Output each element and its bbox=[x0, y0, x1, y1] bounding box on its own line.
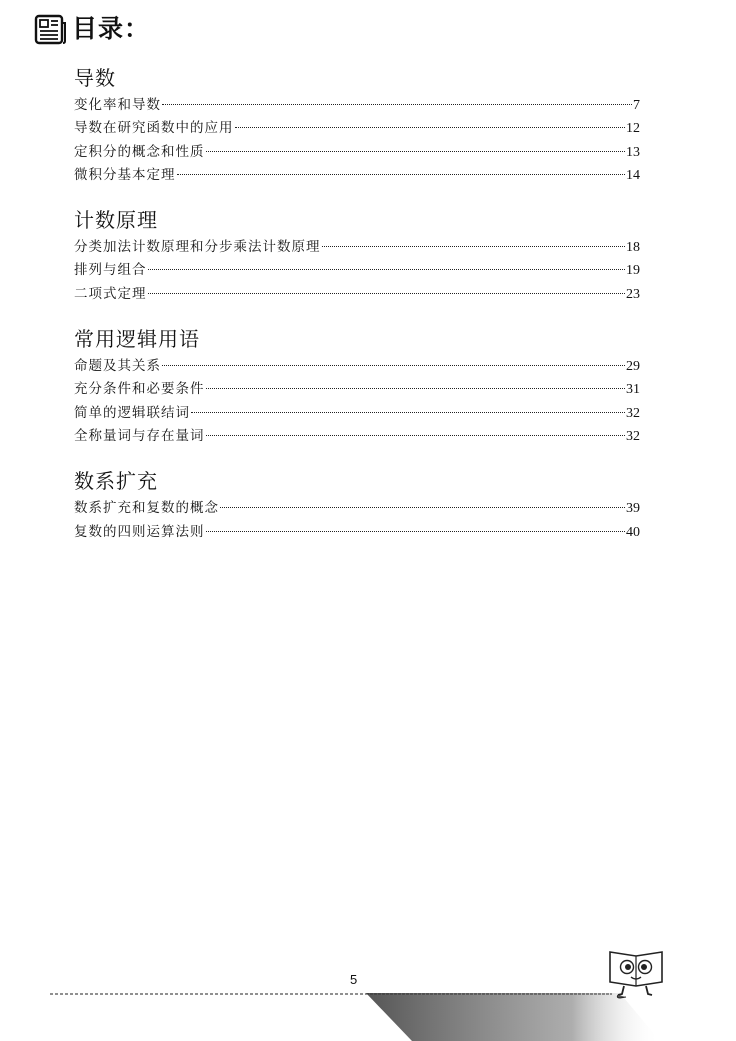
dot-leader bbox=[235, 127, 626, 128]
toc-section bbox=[74, 325, 640, 448]
newspaper-icon bbox=[34, 13, 66, 45]
entry-page: 7 bbox=[633, 98, 640, 113]
toc-entry[interactable] bbox=[74, 117, 640, 140]
dot-leader bbox=[162, 104, 632, 105]
entry-page: 29 bbox=[626, 359, 640, 375]
dot-leader bbox=[162, 365, 625, 366]
entry-page: 18 bbox=[626, 240, 640, 256]
entry-label: 充分条件和必要条件 bbox=[74, 381, 205, 398]
section-title: 导数 bbox=[74, 66, 116, 90]
dot-leader bbox=[206, 388, 626, 389]
dot-leader bbox=[148, 269, 626, 270]
entry-label: 二项式定理 bbox=[74, 285, 147, 302]
entry-label: 微积分基本定理 bbox=[74, 166, 176, 183]
toc-section bbox=[74, 206, 640, 306]
dot-leader bbox=[148, 293, 626, 294]
entry-page: 40 bbox=[626, 524, 640, 540]
page-footer bbox=[0, 940, 736, 1041]
toc-entry[interactable] bbox=[74, 236, 640, 259]
entry-label: 命题及其关系 bbox=[74, 358, 161, 375]
entry-page: 13 bbox=[626, 144, 640, 160]
section-title: 常用逻辑用语 bbox=[74, 327, 200, 352]
toc-entry[interactable] bbox=[74, 94, 640, 117]
toc-section bbox=[74, 64, 640, 187]
entry-page: 23 bbox=[626, 286, 640, 302]
entry-label: 导数在研究函数中的应用 bbox=[74, 120, 234, 137]
toc-entry[interactable] bbox=[74, 283, 640, 306]
entry-page: 39 bbox=[626, 501, 640, 517]
dot-leader bbox=[220, 507, 625, 508]
dot-leader bbox=[206, 435, 626, 436]
entry-page: 32 bbox=[626, 428, 640, 444]
toc-entry[interactable] bbox=[74, 259, 640, 282]
toc-entry[interactable] bbox=[74, 378, 640, 401]
section-title: 计数原理 bbox=[74, 208, 158, 233]
toc-entry[interactable] bbox=[74, 425, 640, 448]
toc-section bbox=[74, 467, 640, 544]
entry-label: 定积分的概念和性质 bbox=[74, 143, 205, 160]
dot-leader bbox=[322, 246, 626, 247]
entry-label: 排列与组合 bbox=[74, 262, 147, 279]
toc-entry[interactable] bbox=[74, 497, 640, 520]
toc-entry[interactable] bbox=[74, 355, 640, 378]
dot-leader bbox=[206, 531, 626, 532]
entry-label: 数系扩充和复数的概念 bbox=[74, 500, 219, 517]
table-of-contents bbox=[74, 64, 640, 563]
entry-label: 复数的四则运算法则 bbox=[74, 523, 205, 540]
entry-page: 12 bbox=[626, 121, 640, 137]
page-number: 5 bbox=[350, 972, 358, 987]
entry-label: 全称量词与存在量词 bbox=[74, 427, 205, 444]
dot-leader bbox=[177, 174, 626, 175]
toc-entry[interactable] bbox=[74, 521, 640, 544]
entry-page: 19 bbox=[626, 263, 640, 279]
toc-entry[interactable] bbox=[74, 402, 640, 425]
section-title: 数系扩充 bbox=[74, 469, 158, 494]
toc-entry[interactable] bbox=[74, 164, 640, 187]
toc-entry[interactable] bbox=[74, 141, 640, 164]
entry-label: 变化率和导数 bbox=[74, 97, 161, 113]
entry-page: 32 bbox=[626, 405, 640, 421]
dot-leader bbox=[206, 151, 626, 152]
toc-header bbox=[34, 12, 150, 46]
entry-label: 简单的逻辑联结词 bbox=[74, 404, 190, 421]
entry-page: 31 bbox=[626, 382, 640, 398]
book-mascot-icon bbox=[606, 948, 666, 1004]
toc-title: 目录： bbox=[72, 14, 151, 43]
dot-leader bbox=[191, 412, 625, 413]
entry-label: 分类加法计数原理和分步乘法计数原理 bbox=[74, 239, 321, 256]
entry-page: 14 bbox=[626, 167, 640, 183]
